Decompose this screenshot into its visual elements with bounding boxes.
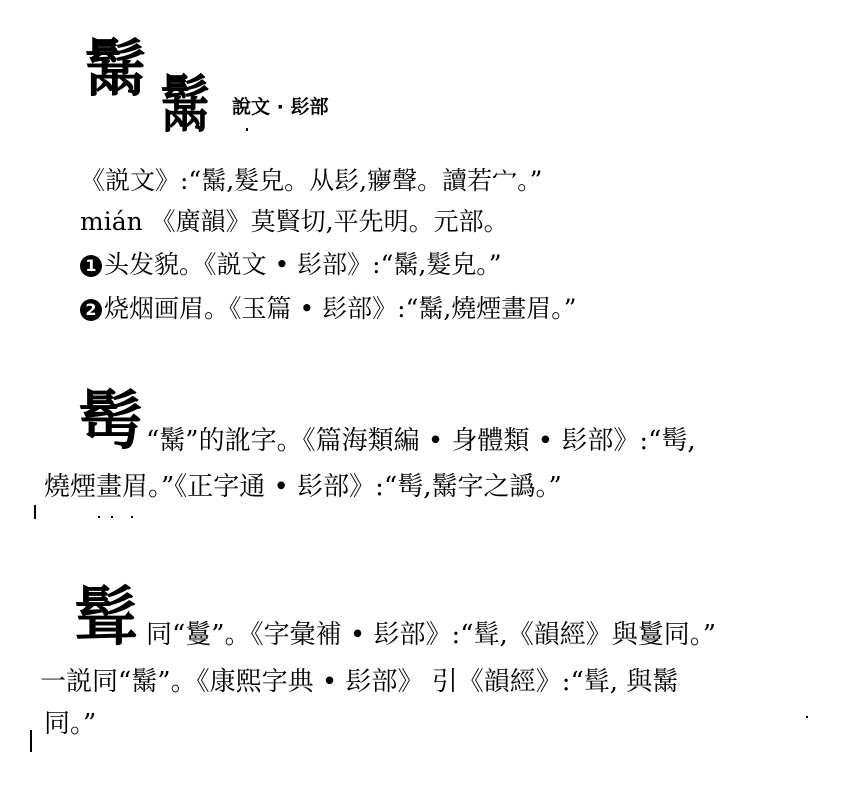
- sense-2-text: 烧烟画眉。《玉篇 • 髟部》:“鬗,燒煙畫眉。”: [104, 294, 577, 323]
- entry1-pronunciation-line: mián 《廣韻》莫賢切,平先明。元部。: [80, 207, 509, 236]
- entry1-sense-1: [80, 252, 502, 277]
- entry2-line-1: “鬗”的訛字。《篇海類編 • 身體類 • 髟部》:“髩,: [146, 426, 696, 456]
- entry3-line-1: 同“鬘”。《字彙補 • 髟部》:“髶,《韻經》與鬘同。”: [146, 620, 717, 650]
- entry2-line-2: 燒煙畫眉。”《正字通 • 髟部》:“髩,鬗字之譌。”: [44, 472, 562, 502]
- scan-mark: [246, 128, 248, 131]
- entry3-line-2: 一説同“鬗”。《康熙字典 • 髟部》 引《韻經》:“髶, 與鬗: [40, 667, 679, 697]
- scan-mark: [98, 516, 100, 518]
- entry3-line-3: 同。”: [44, 709, 97, 739]
- entry1-source-label: 說文 · 髟部: [232, 96, 329, 118]
- scan-mark: [131, 516, 133, 518]
- sense-2-marker: 2: [80, 299, 102, 321]
- sense-1-marker: 1: [80, 255, 102, 277]
- entry1-head-character: 鬗: [84, 32, 147, 105]
- entry1-shuowen-quote: 《説文》:“鬗,髮皃。从髟,㝱聲。讀若宀。”: [80, 166, 543, 195]
- entry3-head-character: 髶: [74, 580, 138, 655]
- scan-mark: [111, 516, 113, 518]
- scan-mark: [34, 505, 36, 519]
- scan-mark: [30, 730, 32, 752]
- entry1-sense-2: [80, 296, 577, 321]
- entry1-seal-script-glyph: 鬗: [160, 68, 205, 141]
- entry2-head-character: 髩: [78, 384, 142, 459]
- scan-mark: [806, 716, 808, 718]
- sense-1-text: 头发貌。《説文 • 髟部》:“鬗,髮皃。”: [104, 250, 502, 279]
